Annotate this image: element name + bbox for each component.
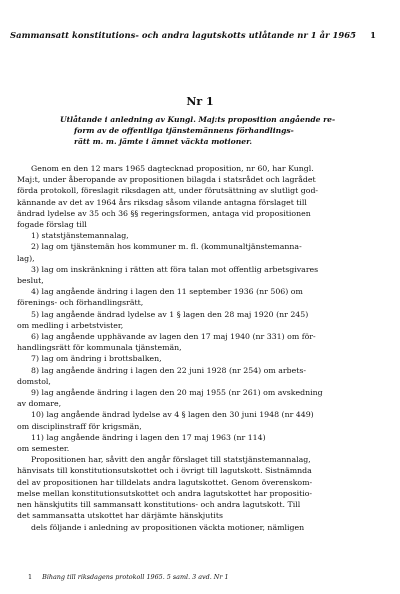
body-line: lag),	[17, 253, 35, 263]
body-line: kännande av det av 1964 års riksdag såsom vilande antagna förslaget till	[17, 197, 307, 207]
running-header	[10, 30, 376, 40]
footnote-number: 1	[28, 573, 33, 581]
body-line: Maj:t, under åberopande av propositionen bilagda i statsrådet och lagrådet	[17, 175, 316, 185]
subtitle-line: rätt m. m. jämte i ämnet väckta motioner.	[74, 137, 253, 147]
body-line: beslut,	[17, 276, 44, 286]
body-line: fogade förslag till	[17, 220, 87, 230]
body-line: 3) lag om inskränkning i rätten att föra talan mot offentlig arbetsgivares	[31, 264, 319, 274]
body-line: melse mellan konstitutionsutskottet och andra lagutskottet har propositio-	[17, 488, 313, 498]
body-line: hänvisats till konstitutionsutskottet och i övrigt till lagutskott. Sistnämnda	[17, 466, 312, 476]
body-line: 10) lag angående ändrad lydelse av 4 § lagen den 30 juni 1948 (nr 449)	[31, 410, 314, 420]
body-line: domstol,	[17, 376, 51, 386]
body-line: Genom en den 12 mars 1965 dagtecknad proposition, nr 60, har Kungl.	[31, 164, 314, 173]
body-line: om semester.	[17, 444, 70, 454]
running-title: Sammansatt konstitutions- och andra lagutskotts utlåtande nr 1 år 1965	[10, 30, 357, 40]
document-subtitle	[60, 114, 380, 148]
footnote-text: Bihang till riksdagens protokoll 1965. 5 saml. 3 avd. Nr 1	[42, 573, 229, 581]
body-line: 2) lag om tjänstemän hos kommuner m. fl. (kommunaltjänstemanna-	[31, 242, 302, 252]
page-number: 1	[370, 30, 376, 40]
body-line: 7) lag om ändring i brottsbalken,	[31, 354, 162, 364]
subtitle-line: form av de offentliga tjänstemännens förhandlings-	[74, 126, 294, 136]
body-line: 8) lag angående ändring i lagen den 22 juni 1928 (nr 254) om arbets-	[31, 365, 306, 375]
body-line: ändrad lydelse av 35 och 36 §§ regeringsformen, antaga vid propositionen	[17, 208, 311, 218]
body-text	[17, 163, 385, 533]
body-line: 9) lag angående ändring i lagen den 20 maj 1955 (nr 261) om avskedning	[31, 388, 323, 398]
body-line: av domare,	[17, 399, 62, 409]
body-line: 6) lag angående upphävande av lagen den 17 maj 1940 (nr 331) om för-	[31, 332, 316, 342]
body-line: 4) lag angående ändring i lagen den 11 september 1936 (nr 506) om	[31, 287, 303, 297]
body-line: nen hänskjutits till sammansatt konstitutions- och andra lagutskott. Till	[17, 500, 301, 510]
body-line: 11) lag angående ändring i lagen den 17 maj 1963 (nr 114)	[31, 432, 266, 442]
document-number: Nr 1	[186, 95, 214, 108]
body-line: handlingsrätt för kommunala tjänstemän,	[17, 343, 182, 353]
body-line: förda protokoll, föreslagit riksdagen att, under förutsättning av slutligt god-	[17, 186, 319, 196]
body-line: om medling i arbetstvister,	[17, 320, 124, 330]
body-line: det sammansatta utskottet har därjämte hänskjutits	[17, 511, 223, 521]
footnote	[28, 573, 229, 581]
body-line: Propositionen har, såvitt den angår förslaget till statstjänstemannalag,	[31, 455, 311, 465]
body-line: del av propositionen har tilldelats andra lagutskottet. Genom överenskom-	[17, 477, 313, 487]
body-line: förenings- och förhandlingsrätt,	[17, 298, 144, 308]
body-line: om disciplinstraff för krigsmän,	[17, 421, 142, 431]
body-line: 1) statstjänstemannalag,	[31, 231, 129, 241]
subtitle-line: Utlåtande i anledning av Kungl. Maj:ts proposition angående re-	[60, 115, 336, 124]
body-line: 5) lag angående ändrad lydelse av 1 § lagen den 28 maj 1920 (nr 245)	[31, 309, 309, 319]
body-line: dels följande i anledning av propositionen väckta motioner, nämligen	[31, 522, 305, 532]
